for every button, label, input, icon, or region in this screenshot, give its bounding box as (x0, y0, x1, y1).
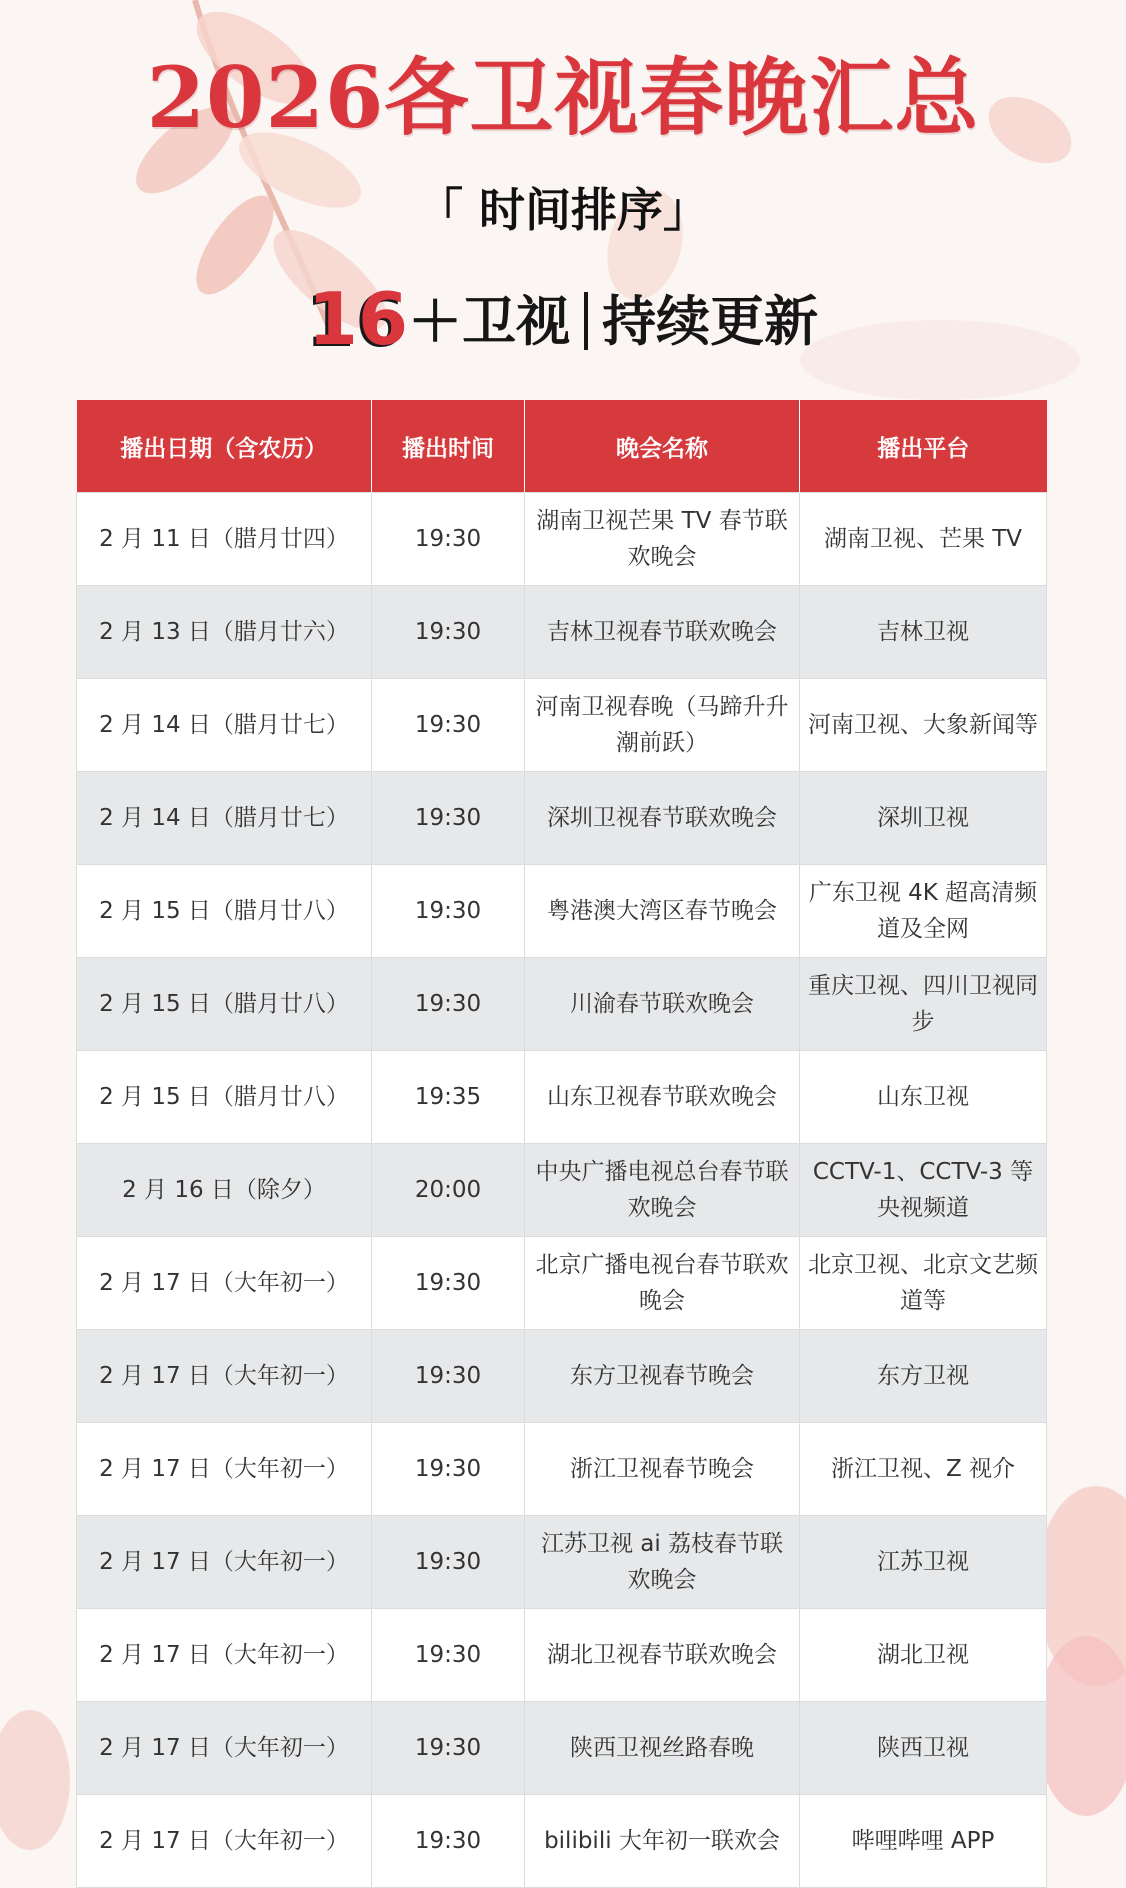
subtitle: 「 时间排序」 (416, 183, 709, 237)
cell-name: 陕西卫视丝路春晚 (525, 1702, 800, 1795)
cell-date: 2 月 17 日（大年初一） (77, 1237, 372, 1330)
cell-date: 2 月 15 日（腊月廿八） (77, 1051, 372, 1144)
cell-name: 中央广播电视总台春节联欢晚会 (525, 1144, 800, 1237)
cell-name: 湖南卫视芒果 TV 春节联欢晚会 (525, 493, 800, 586)
cell-date: 2 月 17 日（大年初一） (77, 1609, 372, 1702)
cell-platform: 山东卫视 (800, 1051, 1047, 1144)
cell-name: 粤港澳大湾区春节晚会 (525, 865, 800, 958)
tagline-channels: ＋卫视 (408, 290, 571, 353)
cell-name: 吉林卫视春节联欢晚会 (525, 586, 800, 679)
cell-time: 19:30 (372, 1795, 525, 1888)
cell-time: 19:30 (372, 772, 525, 865)
cell-platform: 重庆卫视、四川卫视同步 (800, 958, 1047, 1051)
cell-name: 深圳卫视春节联欢晚会 (525, 772, 800, 865)
cell-time: 19:35 (372, 1051, 525, 1144)
cell-date: 2 月 17 日（大年初一） (77, 1702, 372, 1795)
cell-time: 19:30 (372, 1609, 525, 1702)
page-title: 2026各卫视春晚汇总 (146, 48, 980, 147)
cell-time: 20:00 (372, 1144, 525, 1237)
cell-platform: 河南卫视、大象新闻等 (800, 679, 1047, 772)
tagline-status: 持续更新 (602, 290, 819, 353)
cell-date: 2 月 17 日（大年初一） (77, 1516, 372, 1609)
table-row (77, 1702, 1047, 1795)
column-header-date: 播出日期（含农历） (77, 400, 372, 493)
cell-date: 2 月 17 日（大年初一） (77, 1795, 372, 1888)
cell-time: 19:30 (372, 865, 525, 958)
channel-count: 16 (307, 277, 409, 361)
cell-name: 河南卫视春晚（马蹄升升潮前跃） (525, 679, 800, 772)
cell-time: 19:30 (372, 958, 525, 1051)
table-row (77, 958, 1047, 1051)
cell-date: 2 月 17 日（大年初一） (77, 1423, 372, 1516)
cell-platform: 湖南卫视、芒果 TV (800, 493, 1047, 586)
cell-date: 2 月 14 日（腊月廿七） (77, 772, 372, 865)
table-row (77, 1237, 1047, 1330)
cell-platform: 深圳卫视 (800, 772, 1047, 865)
cell-platform: CCTV-1、CCTV-3 等央视频道 (800, 1144, 1047, 1237)
table-row (77, 1516, 1047, 1609)
cell-name: 江苏卫视 ai 荔枝春节联欢晚会 (525, 1516, 800, 1609)
cell-date: 2 月 15 日（腊月廿八） (77, 865, 372, 958)
header (0, 0, 1126, 400)
cell-name: 山东卫视春节联欢晚会 (525, 1051, 800, 1144)
table-row (77, 493, 1047, 586)
cell-date: 2 月 13 日（腊月廿六） (77, 586, 372, 679)
table-row (77, 1423, 1047, 1516)
cell-platform: 北京卫视、北京文艺频道等 (800, 1237, 1047, 1330)
cell-name: 川渝春节联欢晚会 (525, 958, 800, 1051)
column-header-platform: 播出平台 (800, 400, 1047, 493)
cell-platform: 湖北卫视 (800, 1609, 1047, 1702)
tagline-divider (584, 292, 588, 350)
table-row (77, 1144, 1047, 1237)
table-row (77, 1795, 1047, 1888)
cell-platform: 东方卫视 (800, 1330, 1047, 1423)
table-row (77, 772, 1047, 865)
cell-time: 19:30 (372, 1423, 525, 1516)
schedule-table (76, 400, 1047, 1888)
column-header-time: 播出时间 (372, 400, 525, 493)
cell-name: 东方卫视春节晚会 (525, 1330, 800, 1423)
cell-name: 北京广播电视台春节联欢晚会 (525, 1237, 800, 1330)
table-row (77, 1609, 1047, 1702)
cell-time: 19:30 (372, 493, 525, 586)
cell-platform: 吉林卫视 (800, 586, 1047, 679)
cell-platform: 广东卫视 4K 超高清频道及全网 (800, 865, 1047, 958)
cell-platform: 江苏卫视 (800, 1516, 1047, 1609)
table-row (77, 586, 1047, 679)
cell-time: 19:30 (372, 1516, 525, 1609)
cell-platform: 浙江卫视、Z 视介 (800, 1423, 1047, 1516)
cell-date: 2 月 14 日（腊月廿七） (77, 679, 372, 772)
cell-platform: 哔哩哔哩 APP (800, 1795, 1047, 1888)
cell-date: 2 月 17 日（大年初一） (77, 1330, 372, 1423)
cell-time: 19:30 (372, 1237, 525, 1330)
column-header-name: 晚会名称 (525, 400, 800, 493)
cell-name: bilibili 大年初一联欢会 (525, 1795, 800, 1888)
tagline (0, 277, 1126, 361)
table-header-row (77, 400, 1047, 493)
cell-time: 19:30 (372, 586, 525, 679)
cell-time: 19:30 (372, 679, 525, 772)
cell-date: 2 月 16 日（除夕） (77, 1144, 372, 1237)
cell-platform: 陕西卫视 (800, 1702, 1047, 1795)
cell-name: 浙江卫视春节晚会 (525, 1423, 800, 1516)
cell-name: 湖北卫视春节联欢晚会 (525, 1609, 800, 1702)
table-row (77, 679, 1047, 772)
cell-time: 19:30 (372, 1702, 525, 1795)
cell-time: 19:30 (372, 1330, 525, 1423)
cell-date: 2 月 15 日（腊月廿八） (77, 958, 372, 1051)
table-row (77, 1051, 1047, 1144)
table-row (77, 865, 1047, 958)
cell-date: 2 月 11 日（腊月廿四） (77, 493, 372, 586)
table-row (77, 1330, 1047, 1423)
